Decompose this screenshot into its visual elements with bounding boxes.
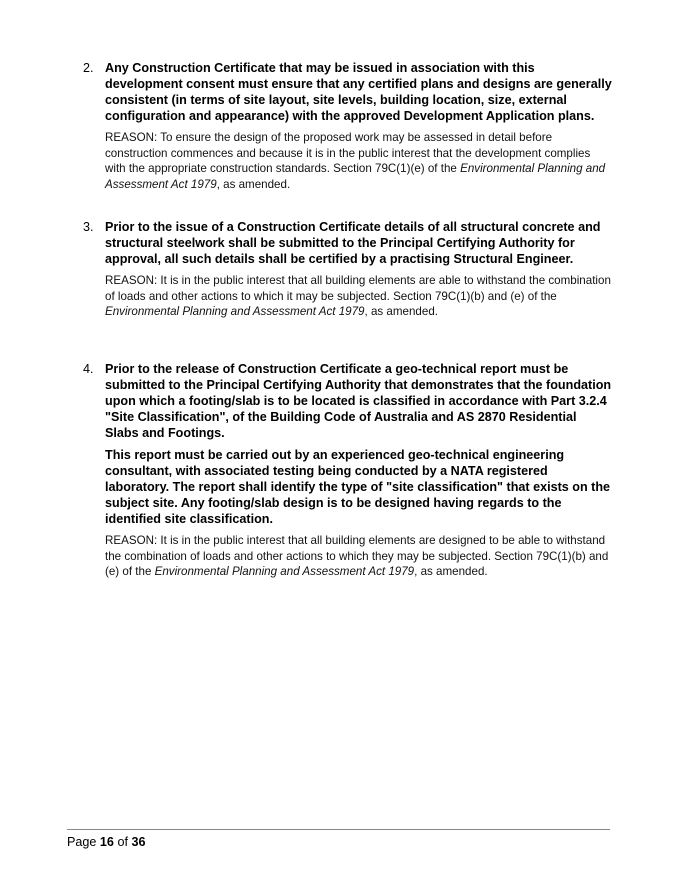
reason-text: REASON: It is in the public interest that all building elements are designed to be able to withstand the combination of loads and other actions to which they may be subjected. Section 79C(1)(b) and (e) of the Environmental Planning and Assessment Act 1979, as amended.: [105, 534, 609, 578]
condition-text-continued: This report must be carried out by an experienced geo-technical engineering consultant, with associated testing being conducted by a NATA registered laboratory. The report shall identify the type of "site classification" that exists on the subject site. Any footing/slab design is to be designed having regards to the identified site classification.: [105, 448, 611, 526]
reason-text: REASON: To ensure the design of the proposed work may be assessed in detail before construction commences and because it is in the public interest that the development complies with the appropriate construction standards. Section 79C(1)(e) of the Environmental Planning and Assessment Act 1979, as amended.: [105, 131, 606, 191]
condition-number: 3.: [83, 220, 94, 234]
page-footer: [67, 834, 145, 850]
condition-text: Prior to the issue of a Construction Certificate details of all structural concrete and structural steelwork shall be submitted to the Principal Certifying Authority for approval, all such details shall be certified by a practising Structural Engineer.: [105, 220, 601, 266]
footer-page-word: Page: [67, 835, 97, 849]
condition-text: Any Construction Certificate that may be issued in association with this development consent must ensure that any certified plans and designs are generally consistent (in terms of site layout, site levels, building location, size, external configuration and appearance) with the approved Development Application plans.: [105, 61, 612, 123]
condition-number: 4.: [83, 362, 94, 376]
condition-number: 2.: [83, 61, 94, 75]
footer-total-pages: 36: [131, 835, 146, 849]
act-title: Environmental Planning and Assessment Act 1979: [105, 162, 606, 191]
condition-item-3: [83, 219, 613, 320]
act-title: Environmental Planning and Assessment Act 1979: [105, 305, 365, 318]
condition-text: Prior to the release of Construction Certificate a geo-technical report must be submitted to the Principal Certifying Authority that demonstrates that the foundation upon which a footing/slab is to be located is classified in accordance with Part 3.2.4 "Site Classification", of the Building Code of Australia and AS 2870 Residential Slabs and Footings.: [105, 362, 612, 440]
condition-item-2: [83, 60, 613, 192]
condition-item-4: [83, 361, 613, 580]
footer-divider: [67, 829, 610, 830]
act-title: Environmental Planning and Assessment Act 1979: [154, 565, 415, 578]
reason-text: REASON: It is in the public interest that all building elements are able to withstand the combination of loads and other actions to which it may be subjected. Section 79C(1)(b) and (e) of the Environmental Planning and Assessment Act 1979, as amended.: [105, 274, 611, 318]
footer-of-word: of: [117, 835, 128, 849]
footer-current-page: 16: [99, 835, 114, 849]
